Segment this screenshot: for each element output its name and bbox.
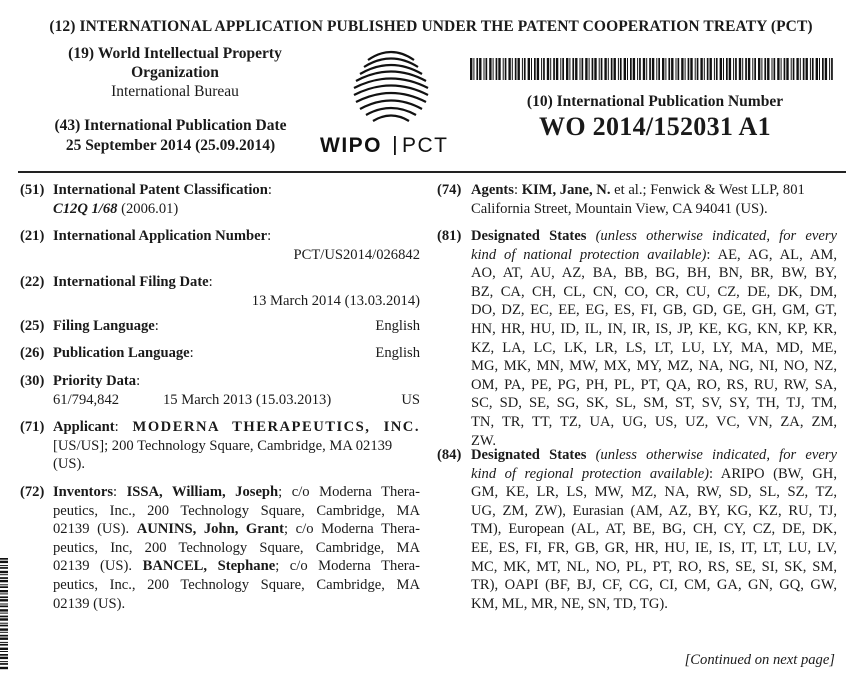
barcode-bar: [767, 58, 769, 80]
barcode-bar: [716, 58, 718, 80]
barcode-bar: [822, 58, 824, 80]
publication-number-label: (10) International Publication Number: [526, 93, 784, 110]
barcode-bar: [528, 58, 530, 80]
field-label: Inventors: [53, 484, 113, 500]
barcode-bar: [505, 58, 507, 80]
barcode-bar: [810, 58, 811, 80]
barcode-bar: [678, 58, 680, 80]
barcode-bar: [0, 651, 8, 652]
barcode-bar: [0, 616, 8, 618]
barcode-bar: [668, 58, 670, 80]
barcode-bar: [662, 58, 664, 80]
applicant-country: (US).: [53, 456, 86, 473]
barcode-bar: [633, 58, 635, 80]
applicant-address: [US/US]; 200 Technology Square, Cambridge, MA 02139: [53, 437, 393, 454]
agent-name: KIM, Jane, N.: [521, 182, 611, 198]
barcode-bar: [585, 58, 587, 80]
barcode-bar: [793, 58, 795, 80]
barcode-bar: [700, 58, 702, 80]
barcode-bar: [493, 58, 494, 80]
barcode-bar: [543, 58, 545, 80]
org-name-line2: Organization: [131, 64, 219, 81]
barcode-bar: [0, 635, 8, 637]
barcode-bar: [0, 667, 8, 669]
barcode-bar: [690, 58, 692, 80]
designated-states-line: MG, MK, MN, MW, MX, MY, MZ, NA, NG, NI, NO, NZ,: [471, 358, 837, 375]
continued-note: [Continued on next page]: [684, 652, 835, 668]
field-label: Filing Language: [53, 318, 155, 334]
inventor-address: 02139 (US).: [53, 521, 137, 538]
inventor-address: ; c/o Moderna Thera-: [284, 521, 420, 538]
barcode-bar: [0, 644, 8, 646]
barcode-bar: [614, 58, 616, 80]
barcode-bar: [0, 567, 8, 569]
inventor-name: ISSA, William, Joseph: [126, 484, 279, 500]
designated-states-line: UG, ZM, ZW), Eurasian (AM, AZ, BY, KG, KZ, RU, TJ,: [471, 502, 837, 519]
barcode-bar: [575, 58, 577, 80]
country-codes: : AE, AG, AL, AM,: [706, 246, 837, 263]
classification-code: C12Q 1/68: [53, 200, 118, 217]
barcode-bar: [758, 58, 760, 80]
barcode-bar: [829, 58, 830, 80]
barcode-bar: [697, 58, 699, 80]
header-divider: [18, 171, 846, 173]
field-number: (84): [437, 447, 462, 463]
inventor-address: ; c/o Moderna Thera-: [278, 484, 420, 500]
barcode-bar: [652, 58, 654, 80]
barcode-bar: [473, 58, 474, 80]
field-number: (72): [20, 484, 45, 500]
barcode-bar: [0, 586, 8, 588]
barcode-bar: [704, 58, 705, 80]
designated-states-line: GM, KE, LR, LS, MW, MZ, NA, RW, SD, SL, SZ, TZ,: [471, 484, 837, 501]
field-number: (51): [20, 182, 45, 198]
designated-states-line: TR), OAPI (BF, BJ, CF, CG, CI, CM, GA, GN, GQ, GW,: [471, 577, 837, 594]
designated-states-line: [471, 246, 837, 265]
barcode-bar: [786, 58, 788, 80]
colon: :: [189, 345, 194, 361]
barcode-bar: [0, 661, 8, 662]
agent-firm: et al.; Fenwick & West LLP, 801: [610, 182, 805, 198]
designated-states-line: ZW.: [471, 432, 496, 449]
organization-block: [50, 44, 300, 101]
barcode-bar: [0, 648, 8, 650]
barcode-bar: [608, 58, 609, 80]
barcode-bar: [800, 58, 801, 80]
barcode-bar: [665, 58, 666, 80]
barcode-bar: [541, 58, 542, 80]
logo-text-wipo: WIPO: [320, 134, 382, 157]
org-name-line1: World Intellectual Property: [97, 45, 282, 62]
barcode-bar: [582, 58, 584, 80]
barcode-bar: [0, 571, 8, 573]
designated-states-line: BZ, CA, CH, CL, CN, CO, CR, CU, CZ, DE, DK, DM,: [471, 283, 837, 300]
barcode-bar: [0, 623, 8, 624]
barcode-bar: [0, 574, 8, 575]
colon: :: [267, 228, 272, 244]
barcode-bar: [503, 58, 504, 80]
barcode-bar: [796, 58, 798, 80]
inventor-address: peutics, Inc., 200 Technology Square, Cambridge, MA: [53, 576, 420, 593]
designated-states-line: MC, MK, MT, NL, NO, PL, PT, RO, RS, SE, SI, SK, SM,: [471, 558, 837, 575]
field-number: (81): [437, 228, 462, 244]
barcode-bar: [560, 58, 561, 80]
field-number: (74): [437, 182, 462, 198]
barcode-bar: [562, 58, 564, 80]
barcode-bar: [819, 58, 820, 80]
barcode-bar: [498, 58, 500, 80]
filing-date-value: 13 March 2014 (13.03.2014): [251, 292, 420, 309]
barcode-bar: [806, 58, 808, 80]
barcode-bar: [484, 58, 485, 80]
barcode-bar: [754, 58, 756, 80]
designated-states-line: [471, 465, 837, 484]
barcode-bar: [566, 58, 568, 80]
barcode-bar: [0, 584, 8, 585]
field-number: (26): [20, 345, 45, 361]
document-title: (12) INTERNATIONAL APPLICATION PUBLISHED UNDER THE PATENT COOPERATION TREATY (PCT): [49, 18, 813, 35]
barcode-bar: [639, 58, 641, 80]
barcode-bar: [707, 58, 709, 80]
field-label: Applicant: [53, 419, 115, 435]
barcode-bar: [0, 657, 8, 659]
designated-states-line: TM), European (AL, AT, BE, BG, CH, CY, CZ, DE, DK,: [471, 521, 837, 538]
barcode-bar: [681, 58, 683, 80]
org-number: (19): [68, 45, 94, 62]
publication-date-label: (43) International Publication Date: [54, 117, 287, 134]
barcode-bar: [522, 58, 523, 80]
inventor-address: 02139 (US).: [53, 595, 126, 612]
field-number: (21): [20, 228, 45, 244]
barcode-bar: [0, 558, 8, 560]
barcode-bar: [714, 58, 715, 80]
field-label: Publication Language: [53, 345, 190, 361]
field-label: International Patent Classification: [53, 182, 268, 198]
barcode-bar: [524, 58, 526, 80]
designated-states-line: TN, TR, TT, TZ, UA, UG, US, UZ, VC, VN, ZA, ZM,: [471, 413, 837, 430]
filing-language-value: English: [375, 318, 420, 334]
designated-states-line: KZ, LA, LC, LK, LR, LS, LT, LU, LY, MA, MD, ME,: [471, 339, 837, 356]
barcode-bar: [656, 58, 657, 80]
barcode-bar: [831, 58, 833, 80]
priority-date: 15 March 2013 (15.03.2013): [163, 391, 332, 408]
field-qualifier: kind of regional protection available): [471, 465, 710, 482]
colon: :: [267, 182, 272, 198]
barcode-bar: [688, 58, 690, 80]
designated-states-line: OM, PA, PE, PG, PH, PL, PT, QA, RO, RS, RU, RW, SA,: [471, 376, 837, 393]
colon: :: [208, 274, 213, 290]
barcode-bar: [556, 58, 558, 80]
publication-date-value: 25 September 2014 (25.09.2014): [65, 137, 276, 154]
barcode-bar: [0, 654, 8, 656]
barcode-bar: [572, 58, 574, 80]
barcode-bar: [643, 58, 645, 80]
inventor-address: ; c/o Moderna Thera-: [275, 558, 420, 575]
inventor-name: BANCEL, Stephane: [142, 558, 276, 575]
classification-year: (2006.01): [117, 200, 179, 217]
barcode-bar: [726, 58, 728, 80]
barcode-bar: [0, 565, 8, 566]
field-label: Agents: [471, 182, 514, 198]
barcode-bar: [646, 58, 647, 80]
inventor-name: AUNINS, John, Grant: [136, 521, 285, 538]
barcode-bar: [764, 58, 766, 80]
barcode-bar: [0, 606, 8, 608]
barcode-bar: [601, 58, 603, 80]
designated-states-line: AO, AT, AU, AZ, BA, BB, BG, BH, BN, BR, BW, BY,: [471, 265, 837, 282]
field-number: (22): [20, 274, 45, 290]
barcode-bar: [534, 58, 536, 80]
barcode-bar: [618, 58, 619, 80]
barcode-bar: [627, 58, 628, 80]
barcode-bar: [0, 580, 8, 582]
field-number: (71): [20, 419, 45, 435]
barcode-bar: [547, 58, 549, 80]
barcode-bar: [649, 58, 651, 80]
barcode-bar: [735, 58, 737, 80]
barcode-bar: [761, 58, 762, 80]
barcode-bar: [611, 58, 613, 80]
barcode-bar: [710, 58, 712, 80]
barcode-bar: [512, 58, 513, 80]
designated-states-line: DO, DZ, EC, EE, EG, ES, FI, GB, GD, GE, GH, GM, GT,: [471, 302, 837, 319]
barcode-bar: [745, 58, 747, 80]
application-number-value: PCT/US2014/026842: [293, 246, 420, 263]
barcode-bar: [637, 58, 638, 80]
barcode-bar: [784, 58, 786, 80]
barcode-bar: [772, 58, 773, 80]
field-label: Priority Data: [53, 373, 137, 389]
barcode-bar: [580, 58, 581, 80]
logo-text-pct: PCT: [402, 134, 449, 157]
field-label: Designated States: [471, 228, 587, 244]
barcode-bar: [476, 58, 478, 80]
barcode-bar: [624, 58, 626, 80]
field-number: (25): [20, 318, 45, 334]
barcode-bar: [777, 58, 779, 80]
barcode-bar: [748, 58, 750, 80]
barcode-bar: [620, 58, 622, 80]
barcode-bar: [0, 613, 8, 614]
country-codes: : ARIPO (BW, GH,: [709, 465, 837, 482]
barcode-bar: [518, 58, 520, 80]
inventor-address: 02139 (US).: [53, 558, 143, 575]
field-qualifier: (unless otherwise indicated, for every: [586, 228, 837, 244]
designated-states-line: HN, HR, HU, ID, IL, IN, IR, IS, JP, KE, KG, KN, KP, KR,: [471, 320, 837, 337]
designated-states-line: EE, ES, FI, FR, GB, GR, HR, HU, IE, IS, IT, LT, LU, LV,: [471, 539, 837, 556]
barcode-bar: [825, 58, 827, 80]
barcode-bar: [658, 58, 660, 80]
barcode-bar: [489, 58, 491, 80]
field-label: International Application Number: [53, 228, 268, 244]
barcode-bar: [531, 58, 532, 80]
barcode-bar: [599, 58, 600, 80]
inventor-address: peutics, Inc, 200 Technology Square, Cambridge, MA: [53, 539, 420, 556]
logo-divider: [394, 136, 396, 155]
publication-barcode: [470, 58, 835, 80]
barcode-bar: [0, 609, 8, 611]
barcode-bar: [604, 58, 606, 80]
inventor-address: peutics, Inc., 200 Technology Square, Cambridge, MA: [53, 502, 420, 519]
barcode-bar: [479, 58, 481, 80]
colon: :: [113, 484, 118, 500]
barcode-bar: [553, 58, 555, 80]
barcode-bar: [0, 604, 8, 605]
colon: :: [114, 419, 119, 435]
barcode-bar: [781, 58, 782, 80]
designated-states-line: SC, SD, SE, SG, SK, SL, SM, ST, SV, SY, TH, TJ, TM,: [471, 395, 837, 412]
org-bureau: International Bureau: [111, 83, 239, 100]
barcode-bar: [739, 58, 741, 80]
barcode-bar: [0, 618, 8, 620]
barcode-bar: [0, 596, 8, 598]
barcode-bar: [589, 58, 590, 80]
side-barcode: [0, 558, 8, 670]
field-number: (30): [20, 373, 45, 389]
barcode-bar: [569, 58, 570, 80]
barcode-bar: [0, 628, 8, 630]
barcode-bar: [515, 58, 517, 80]
barcode-bar: [812, 58, 814, 80]
publication-date-block: [38, 116, 303, 156]
barcode-bar: [0, 663, 8, 665]
agent-address: California Street, Mountain View, CA 94041 (US).: [471, 200, 768, 217]
barcode-bar: [803, 58, 805, 80]
publication-number: WO 2014/152031 A1: [539, 112, 771, 141]
barcode-bar: [742, 58, 743, 80]
applicant-name: MODERNA THERAPEUTICS, INC.: [132, 419, 420, 435]
barcode-bar: [594, 58, 596, 80]
barcode-bar: [537, 58, 539, 80]
colon: :: [513, 182, 519, 198]
field-label: International Filing Date: [53, 274, 209, 290]
publication-language-value: English: [375, 345, 420, 361]
priority-country: US: [401, 391, 420, 408]
barcode-bar: [496, 58, 498, 80]
barcode-bar: [0, 590, 8, 592]
barcode-bar: [0, 593, 8, 594]
field-qualifier: kind of national protection available): [471, 246, 707, 263]
barcode-bar: [0, 638, 8, 640]
barcode-bar: [816, 58, 818, 80]
field-qualifier: (unless otherwise indicated, for every: [586, 447, 837, 463]
barcode-bar: [729, 58, 731, 80]
barcode-bar: [723, 58, 724, 80]
colon: :: [154, 318, 159, 334]
barcode-bar: [0, 632, 8, 633]
wipo-emblem-icon: [354, 52, 428, 121]
wipo-logo: [316, 42, 466, 162]
field-label: Designated States: [471, 447, 587, 463]
barcode-bar: [0, 599, 8, 601]
barcode-bar: [774, 58, 776, 80]
barcode-bar: [592, 58, 594, 80]
colon: :: [136, 373, 141, 389]
barcode-bar: [685, 58, 686, 80]
barcode-bar: [676, 58, 677, 80]
barcode-bar: [0, 561, 8, 563]
barcode-bar: [550, 58, 551, 80]
designated-states-line: KM, ML, MR, NE, SN, TD, TG).: [471, 595, 668, 612]
barcode-bar: [720, 58, 722, 80]
barcode-bar: [630, 58, 632, 80]
barcode-bar: [0, 625, 8, 627]
barcode-bar: [752, 58, 753, 80]
barcode-bar: [0, 642, 8, 643]
barcode-bar: [470, 58, 472, 80]
barcode-bar: [791, 58, 792, 80]
barcode-bar: [508, 58, 510, 80]
barcode-bar: [695, 58, 696, 80]
barcode-bar: [0, 577, 8, 579]
barcode-bar: [486, 58, 488, 80]
barcode-bar: [733, 58, 734, 80]
priority-application-number: 61/794,842: [53, 391, 120, 408]
barcode-bar: [671, 58, 673, 80]
